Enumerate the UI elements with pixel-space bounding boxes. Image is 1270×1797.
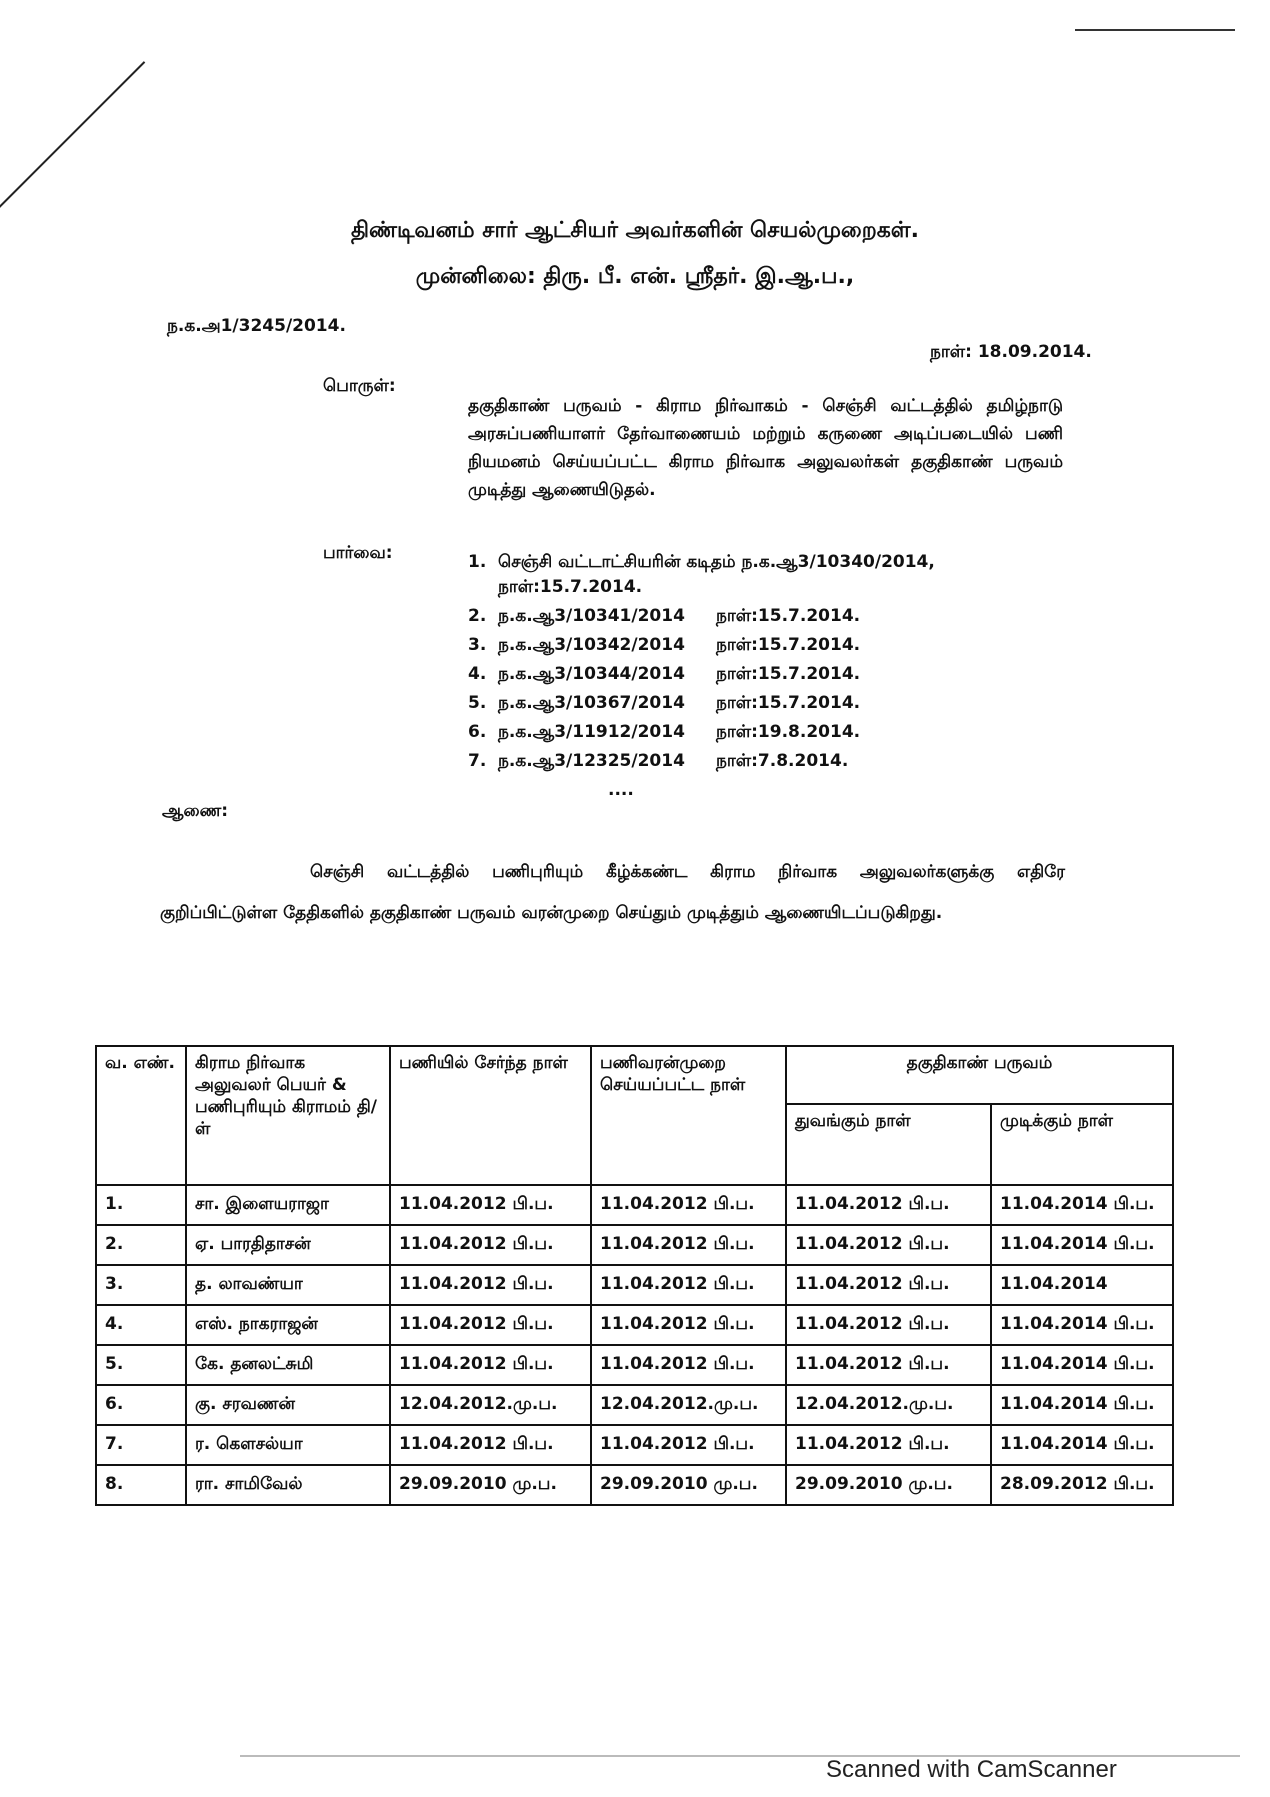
- cell-regularised: 11.04.2012 பி.ப.: [591, 1225, 786, 1265]
- camscanner-watermark: Scanned with CamScanner: [826, 1756, 1117, 1783]
- document-subtitle: முன்னிலை: திரு. பீ. என். ஸ்ரீதர். இ.ஆ.ப.,: [415, 264, 855, 289]
- reference-item: [468, 693, 860, 715]
- header-probation: தகுதிகாண் பருவம்: [786, 1046, 1173, 1104]
- reference-date: நாள்:15.7.2014.: [716, 664, 861, 684]
- cell-start: 11.04.2012 பி.ப.: [786, 1225, 991, 1265]
- cell-sno: 6.: [96, 1385, 186, 1425]
- table-row: [96, 1225, 1173, 1265]
- cell-joined: 11.04.2012 பி.ப.: [390, 1425, 591, 1465]
- reference-number: 7.: [468, 751, 487, 771]
- reference-item-1: [468, 552, 935, 574]
- cell-start: 11.04.2012 பி.ப.: [786, 1425, 991, 1465]
- reference-item: [468, 664, 860, 686]
- document-date: நாள்: 18.09.2014.: [930, 342, 1092, 362]
- reference-date: நாள்:7.8.2014.: [716, 751, 849, 771]
- cell-name: ரா. சாமிவேல்: [186, 1465, 390, 1505]
- references-label: பார்வை:: [323, 543, 393, 563]
- cell-name: எஸ். நாகராஜன்: [186, 1305, 390, 1345]
- cell-end: 11.04.2014 பி.ப.: [991, 1345, 1173, 1385]
- order-label: ஆணை:: [162, 801, 229, 821]
- cell-regularised: 11.04.2012 பி.ப.: [591, 1185, 786, 1225]
- reference-item: [468, 722, 860, 744]
- cell-name: சா. இளையராஜா: [186, 1185, 390, 1225]
- reference-item: [468, 606, 860, 628]
- cell-sno: 4.: [96, 1305, 186, 1345]
- cell-name: கு. சரவணன்: [186, 1385, 390, 1425]
- reference-number: 4.: [468, 664, 487, 684]
- cell-joined: 29.09.2010 மு.ப.: [390, 1465, 591, 1505]
- table-row: [96, 1345, 1173, 1385]
- reference-text: செஞ்சி வட்டாட்சியரின் கடிதம் ந.க.ஆ3/10340/2014,: [498, 552, 935, 572]
- cell-joined: 12.04.2012.மு.ப.: [390, 1385, 591, 1425]
- reference-item-1-date: நாள்:15.7.2014.: [498, 577, 643, 597]
- document-title: திண்டிவனம் சார் ஆட்சியர் அவர்களின் செயல்முறைகள்.: [350, 218, 919, 243]
- cell-end: 11.04.2014 பி.ப.: [991, 1305, 1173, 1345]
- table-row: [96, 1265, 1173, 1305]
- cell-sno: 1.: [96, 1185, 186, 1225]
- cell-regularised: 11.04.2012 பி.ப.: [591, 1265, 786, 1305]
- subject-label: பொருள்:: [323, 376, 396, 396]
- header-start-date: துவங்கும் நாள்: [786, 1104, 991, 1185]
- reference-number: 1.: [468, 552, 487, 572]
- cell-name: த. லாவண்யா: [186, 1265, 390, 1305]
- reference-date: நாள்:19.8.2014.: [716, 722, 861, 742]
- reference-item: [468, 751, 848, 773]
- table-row: [96, 1305, 1173, 1345]
- reference-number: 3.: [468, 635, 487, 655]
- cell-name: கே. தனலட்சுமி: [186, 1345, 390, 1385]
- cell-joined: 11.04.2012 பி.ப.: [390, 1345, 591, 1385]
- reference-code: ந.க.ஆ3/10342/2014: [498, 635, 685, 655]
- cell-sno: 2.: [96, 1225, 186, 1265]
- cell-joined: 11.04.2012 பி.ப.: [390, 1305, 591, 1345]
- subject-text: தகுதிகாண் பருவம் - கிராம நிர்வாகம் - செஞ்சி வட்டத்தில் தமிழ்நாடு அரசுப்பணியாளர் தேர்வாணையம் மற்றும் கருணை அடிப்படையில் பணி நியமனம் செய்யப்பட்ட கிராம நிர்வாக அலுவலர்கள் தகுதிகாண் பருவம் முடித்து ஆணையிடுதல்.: [468, 396, 1063, 500]
- cell-end: 28.09.2012 பி.ப.: [991, 1465, 1173, 1505]
- reference-number: 5.: [468, 693, 487, 713]
- cell-regularised: 12.04.2012.மு.ப.: [591, 1385, 786, 1425]
- references-ellipsis: ....: [608, 780, 634, 800]
- reference-number: 6.: [468, 722, 487, 742]
- cell-end: 11.04.2014: [991, 1265, 1173, 1305]
- cell-end: 11.04.2014 பி.ப.: [991, 1185, 1173, 1225]
- cell-sno: 3.: [96, 1265, 186, 1305]
- table-row: [96, 1425, 1173, 1465]
- cell-regularised: 29.09.2010 மு.ப.: [591, 1465, 786, 1505]
- reference-code: ந.க.ஆ3/11912/2014: [498, 722, 685, 742]
- cell-joined: 11.04.2012 பி.ப.: [390, 1265, 591, 1305]
- cell-sno: 7.: [96, 1425, 186, 1465]
- cell-end: 11.04.2014 பி.ப.: [991, 1225, 1173, 1265]
- reference-date: நாள்:15.7.2014.: [716, 635, 861, 655]
- table-row: [96, 1385, 1173, 1425]
- reference-date: நாள்:15.7.2014.: [716, 693, 861, 713]
- cell-name: ஏ. பாரதிதாசன்: [186, 1225, 390, 1265]
- cell-start: 29.09.2010 மு.ப.: [786, 1465, 991, 1505]
- header-sno: வ. எண்.: [96, 1046, 186, 1185]
- header-regularised: பணிவரன்முறை செய்யப்பட்ட நாள்: [591, 1046, 786, 1185]
- cell-name: ர. கௌசல்யா: [186, 1425, 390, 1465]
- cell-start: 11.04.2012 பி.ப.: [786, 1305, 991, 1345]
- reference-number: ந.க.அ1/3245/2014.: [167, 316, 346, 336]
- cell-joined: 11.04.2012 பி.ப.: [390, 1225, 591, 1265]
- cell-regularised: 11.04.2012 பி.ப.: [591, 1345, 786, 1385]
- reference-code: ந.க.ஆ3/10344/2014: [498, 664, 685, 684]
- reference-code: ந.க.ஆ3/10341/2014: [498, 606, 685, 626]
- header-end-date: முடிக்கும் நாள்: [991, 1104, 1173, 1185]
- order-text: செஞ்சி வட்டத்தில் பணிபுரியும் கீழ்க்கண்ட கிராம நிர்வாக அலுவலர்களுக்கு எதிரே குறிப்பிட்டுள்ள தேதிகளில் தகுதிகாண் பருவம் வரன்முறை செய்தும் முடித்தும் ஆணையிடப்படுகிறது.: [160, 862, 1065, 923]
- header-joined: பணியில் சேர்ந்த நாள்: [390, 1046, 591, 1185]
- cell-sno: 8.: [96, 1465, 186, 1505]
- reference-code: ந.க.ஆ3/10367/2014: [498, 693, 685, 713]
- reference-date: நாள்:15.7.2014.: [716, 606, 861, 626]
- cell-joined: 11.04.2012 பி.ப.: [390, 1185, 591, 1225]
- header-name: கிராம நிர்வாக அலுவலர் பெயர் & பணிபுரியும் கிராமம் தி/ள்: [186, 1046, 390, 1185]
- table-row: [96, 1465, 1173, 1505]
- reference-code: ந.க.ஆ3/12325/2014: [498, 751, 685, 771]
- cell-regularised: 11.04.2012 பி.ப.: [591, 1425, 786, 1465]
- reference-item: [468, 635, 860, 657]
- top-edge-line: [1075, 29, 1235, 31]
- cell-start: 12.04.2012.மு.ப.: [786, 1385, 991, 1425]
- cell-end: 11.04.2014 பி.ப.: [991, 1425, 1173, 1465]
- table-row: [96, 1185, 1173, 1225]
- cell-sno: 5.: [96, 1345, 186, 1385]
- cell-end: 11.04.2014 பி.ப.: [991, 1385, 1173, 1425]
- reference-number: 2.: [468, 606, 487, 626]
- cell-regularised: 11.04.2012 பி.ப.: [591, 1305, 786, 1345]
- cell-start: 11.04.2012 பி.ப.: [786, 1185, 991, 1225]
- probation-table: [95, 1045, 1174, 1506]
- cell-start: 11.04.2012 பி.ப.: [786, 1265, 991, 1305]
- cell-start: 11.04.2012 பி.ப.: [786, 1345, 991, 1385]
